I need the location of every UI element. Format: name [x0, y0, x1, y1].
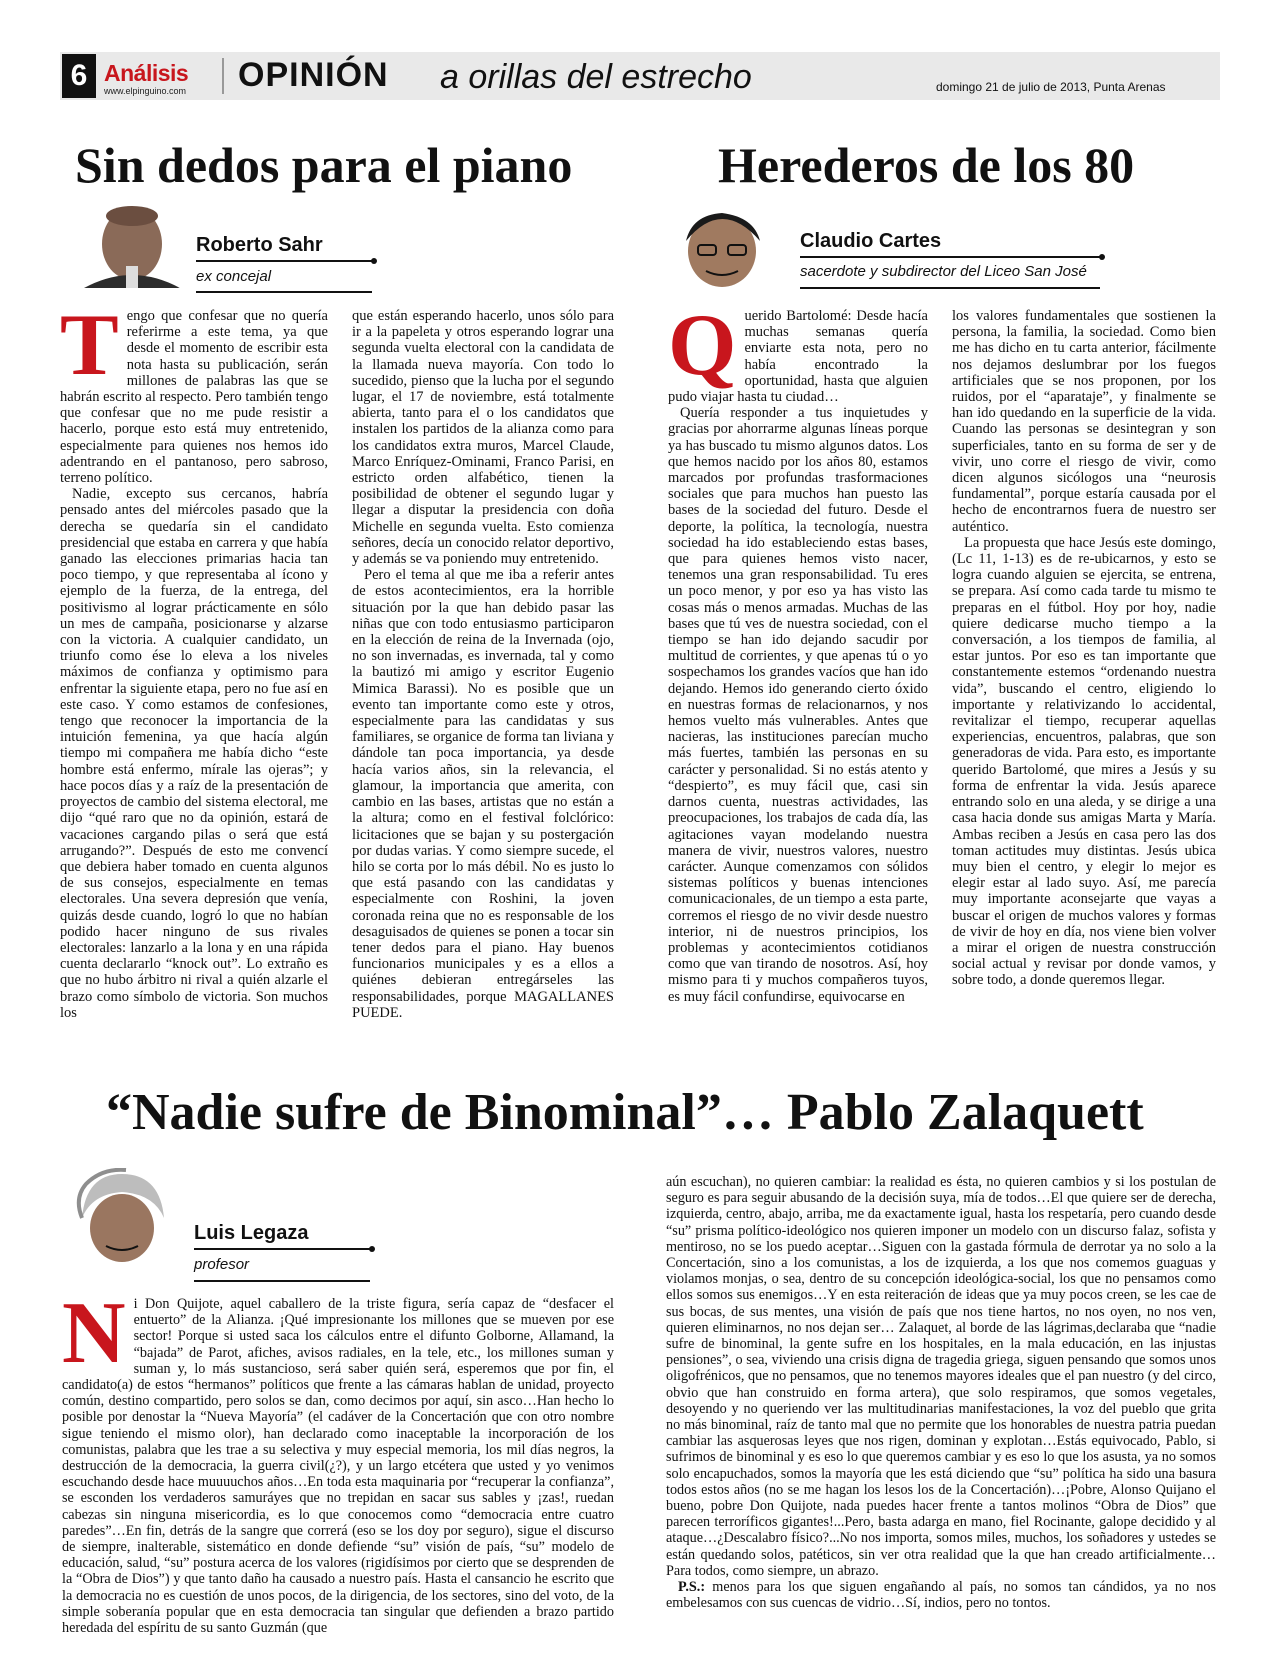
headline-right: Herederos de los 80	[718, 137, 1135, 193]
author-rule-left-2	[196, 291, 372, 293]
postscript-text: menos para los que siguen engañando al país, no somos tan cándidos, ya no nos embelesamos con sus cuencas de vidrio…Sí, indios, pero no tontos.	[666, 1579, 1216, 1612]
article-left-paragraph: Pero el tema al que me iba a referir antes de estos acontecimientos, era la horrible situación por la que han debido pasar las niñas que con todo entusiasmo participaron en la elección de reina de la Invernada (ojo, no son invernadas, es invernada, tal y como la bautizó mi amigo y escritor Eugenio Mimica Barassi). No es posible que un evento tan importante como este y otros, especialmente para las candidatas y sus familiares, se organice de forma tan liviana y dándole tan poca importancia, ya desde hacía varios años, sin la relevancia, el glamour, la importancia que amerita, con cambio en las bases, artistas que no están a la altura; como en el festival folclórico: licitaciones que se bajan y su postergación por dudas varias. Y como siempre sucede, el hilo se corta por lo más débil. No es justo lo que está pasando con las candidatas y especialmente con Roshini, la joven coronada reina que no es responsable de los desaguisados de quienes se ponen a tocar sin tener dedos para el piano. Hay buenos funcionarios municipales y es a ellos a quiénes debieran entregárseles las responsabilidades, porque MAGALLANES PUEDE.	[352, 567, 614, 1021]
article-bottom-column-2	[666, 1174, 1216, 1611]
author-name-left: Roberto Sahr	[196, 234, 323, 256]
article-bottom-paragraph: aún escuchan), no quieren cambiar: la realidad es ésta, no quieren cambios y si los postulan de seguro es para seguir abusando de la decisión suya, mía de todos…El que quiere ser de derecha, izquierda, centro, abajo, arriba, me da exactamente igual, hasta los respetaría, pero cuando desde “su” prisma político-ideológico nos quieren imponer un modelo con un discurso falaz, sofista y mentiroso, no se los puedo aceptar…Siguen con la gastada fórmula de derrotar ya no solo a la Concertación, sino a los comunistas, a los de izquierda, a los que nos comemos guaguas y violamos monjas, o sea, dentro de su concepción ideológica-social, los que no pensamos como ellos somos sus enemigos…Y en esta reiteración de ideas que ya muy pocos creen, se les cae de sus bocas, de sus mentes, una visión de país que nos tiene hartos, no nos oyen, no nos ven, quieren eliminarnos, no nos dejan ser… Zalaquet, al borde de las lágrimas,declaraba que “nadie sufre de binominal, la gente sufre en los hospitales, en la mala educación, en las injustas pensiones”, o sea, viviendo una crisis digna de tragedia griega, siguen pensando que somos unos oligofrénicos, que no pensamos, que no tenemos mayores ideales que el pan nuestro (y del circo, obvio que han construido en forma artera), que solo respiramos, que somos vegetales, desoyendo y no queriendo ver las multitudinarias manifestaciones, la voz del pueblo que grita no más binominal, raíz de tanto mal que no permite que los honorables de nuestra patria puedan cambiar las asquerosas leyes que nos rigen, dominan y explotan…Estás equivocado, Pablo, si sufrimos de binominal y es eso lo que queremos cambiar y es eso lo que los asusta, ya no somos solo encapuchados, somos la mayoría que les está diciendo que “su” política ha sido una basura todos estos años (no se me hagan los lesos los de la Concertación)…¡Pobre, Alonso Quijano el bueno, pobre Don Quijote, nada puedes hacer frente a tantos molinos “Obra de Dios” que parecen terroríficos gigantes!...Pero, basta adarga en mano, fiel Rocinante, galope decidido y al ataque…¿Descalabro físico?...No nos importa, somos miles, muchos, los soñadores y ustedes se están quedando solos, patéticos, sin ver otra realidad que la que han creado artificialmente…Para todos, como siempre, un abrazo.	[666, 1174, 1216, 1579]
author-rule-left	[196, 260, 372, 262]
headline-left: Sin dedos para el piano	[75, 137, 573, 193]
article-left-column-2	[352, 308, 614, 1021]
author-rule-dot-bottom	[369, 1246, 375, 1252]
author-photo-bottom	[66, 1168, 178, 1262]
article-right-paragraph: La propuesta que hace Jesús este domingo, (Lc 11, 1-13) es de re-ubicarnos, y esto se logra cuando alguien se ejercita, se entrena, se prepara. Así como cada tarde tu mismo te preparas en el fútbol. Hoy por hoy, nadie quiere dedicarse mucho tiempo a la conversación, a los tiempos de familia, al estar juntos. Por eso es tan importante que constantemente estemos “ordenando nuestra vida”, buscando el centro, eligiendo lo importante y relativizando lo accidental, revitalizar el tiempo, recuperar aquellas experiencias, encuentros, palabras, que son generadoras de vida. Para esto, es importante querido Bartolomé, que mires a Jesús y su forma de enfrentar la vida. Jesús aparece entrando solo en una aleda, y se dirige a una casa hacia donde sus amigas Marta y María. Ambas reciben a Jesús en casa pero las dos toman actitudes muy distintas. Jesús ubica muy bien el centro, y elegir lo mejor es elegir estar al lado suyo. Así, me parecía muy importante aconsejarte que vayas a buscar el origen de muchos valores y formas de vivir de hoy en día, nos viene bien volver a mirar el origen de nuestra construcción social actual y revisar por donde vamos, y sobre todo, a donde queremos llegar.	[952, 534, 1216, 989]
author-name-bottom: Luis Legaza	[194, 1222, 309, 1244]
section-title: OPINIÓN	[238, 56, 389, 94]
author-rule-right-2	[800, 287, 1100, 289]
author-rule-right	[800, 256, 1100, 258]
postscript-label: P.S.:	[678, 1579, 706, 1596]
section-subtitle: a orillas del estrecho	[440, 58, 752, 96]
author-role-left: ex concejal	[196, 268, 272, 285]
article-left-paragraph: Nadie, excepto sus cercanos, habría pensado antes del miércoles pasado que la derecha se quedaría sin el candidato presidencial que estaba en carrera y que había ganado las elecciones primarias hacia tan poco tiempo, y que representaba al ícono y ejemplo de la fuerza, de la entrega, del positivismo al lograr prácticamente en sólo un mes de campaña, posicionarse y alzarse con la victoria. A cualquier candidato, un triunfo como ése lo eleva a los niveles máximos de confianza y optimismo para enfrentar la siguiente etapa, pero no fue así en este caso. Y como estamos de confesiones, tengo que reconocer la importancia de la intuición femenina, ya que hacía algún tiempo mi compañera me había dicho “este hombre está enfermo, mírale las ojeras”; y hace pocos días y a raíz de la presentación de proyectos de cambio del sistema electoral, me dijo “qué raro que no da opinión, estará de vacaciones cargando pilas o será que está arrugando?”. Después de esto me convencí que debiera haber tomado en cuenta algunos de sus consejos, especialmente en temas electorales. Una severa depresión que venía, quizás desde cuando, logró lo que no habían podido hacer ninguno de sus rivales electorales: lanzarlo a la lona y en una rápida cuenta declararlo “knock out”. Lo extraño es que no hubo árbitro ni rival a quién alzarle el brazo como símbolo de victoria. Son muchos los	[60, 486, 328, 1021]
author-rule-dot-left	[371, 258, 377, 264]
article-left-column-1	[60, 297, 328, 1021]
article-left-paragraph: que están esperando hacerlo, unos sólo para ir a la papeleta y otros esperando lograr una segunda vuelta electoral con la candidata de la llamada nueva mayoría. Con todo lo sucedido, pienso que la lucha por el segundo lugar, el 17 de noviembre, está totalmente abierta, tanto para el o los candidatos que instalen los partidos de la alianza como para los candidatos extra muros, Marcel Claude, Marco Enríquez-Ominami, Franco Parisi, en estricto orden alfabético, tienen la posibilidad de obtener el segundo lugar y llegar a disputar la presidencia con doña Michelle en segunda vuelta. Esto comienza señores, decía un conocido relator deportivo, y además se va poniendo muy entretenido.	[352, 308, 614, 568]
author-rule-bottom	[194, 1248, 370, 1250]
brand-url: www.elpinguino.com	[104, 86, 187, 96]
article-left-paragraph: Tengo que confesar que no quería referirme a este tema, ya que desde el momento de escribir esta nota hasta su publicación, serán millones de palabras las que se habrán escrito al respecto. Pero también tengo que confesar que no me pude resistir a hacerlo, porque esto está muy entretenido, especialmente para quienes nos hemos ido adentrando en el pantanoso, pero sabroso, terreno político.	[60, 297, 328, 487]
article-bottom-paragraph: Ni Don Quijote, aquel caballero de la triste figura, sería capaz de “desfacer el entuerto” de la Alianza. ¡Qué impresionante los millones que se mueven por ese sector! Porque si usted saca los cálculos entre el difunto Golborne, Allamand, la “bajada” de Parot, afiches, avisos radiales, en la tele, etc., los millones suman y suman y, lo más sustancioso, será saber quién será, esperemos que por fin, el candidato(a) de estos “hermanos” políticos que frente a las cámaras hablan de unidad, proyecto común, destino compartido, pero solos se dan, como decimos por aquí, sin asco…Han hecho lo posible por denostar la “Nueva Mayoría” (el cadáver de la Concertación que con otro nombre sigue teniendo el mismo olor), han declarado como inaceptable la incorporación de los comunistas, palabra que les trae a su selectiva y muy especial memoria, los mil días negros, la destrucción de la democracia, la guerra civil(¿?), y un largo etcétera que usted y yo venimos escuchando desde hace muuuuchos años…En toda esta maquinaria por “recuperar la confianza”, se esconden los verdaderos samuráyes que no trepidan en sacar sus sables y ¡zas!, ruedan cabezas sin ninguna misericordia, es lo que conocemos como “democracia entre cuatro paredes”…En fin, detrás de la sangre que correrá (eso se los doy por seguro), sigue el discurso de siempre, inalterable, sistemático en donde defiende “su” visión de país, “su” modelo de educación, salud, “su” postura acerca de los valores (rigidísimos por cierto que se desprenden de la “Obra de Dios”) y que tanto daño ha causado a nuestro país. Hasta el cansancio he escrito que la democracia no es cuestión de unos pocos, de la dirigencia, de los sectores, sino del voto, de la simple soberanía popular que en esta democracia tan singular que defienden a brazo partido heredada del espíritu de su santo Guzmán (que	[62, 1285, 614, 1637]
header-divider	[222, 58, 224, 94]
article-right-column-2	[952, 308, 1216, 989]
author-photo-right	[668, 203, 776, 289]
article-right-paragraph: Quería responder a tus inquietudes y gracias por ahorrarme algunas líneas porque ya has buscado tu mismo algunos datos. Los que hemos nacido por los años 80, estamos marcados por profundas trasformaciones sociales que para muchos han puesto las bases de la sociedad del futuro. Desde el deporte, la política, la tecnología, nuestra sociedad ha ido estableciendo estas bases, que para quienes hemos visto nacer, tenemos una gran responsabilidad. Tu eres un poco menor, y por eso ya has visto las cosas más o menos armadas. Muchas de las bases que tú ves de nuestra sociedad, con el tiempo se han ido dejando sacudir por multitud de corrientes, y que apenas tú o yo sospechamos los grandes vacíos que han ido dejando. Hemos ido generando cierto óxido en nuestras formas de relacionarnos, y nos hemos vuelto más vulnerables. Antes que nacieras, las instituciones parecían mucho más fuertes, también las personas en su carácter y personalidad. Si no estás atento y “despierto”, es muy fácil que, casi sin darnos cuenta, nuestras actividades, las preocupaciones, los trabajos de cada día, las agitaciones vayan modelando nuestra manera de vivir, nuestros valores, nuestro carácter. Aunque comenzamos con sólidos sistemas políticos y buenas intenciones comunicacionales, de un tiempo a esta parte, corremos el riesgo de no vivir desde nuestro interior, ni de nuestros principios, los problemas y acontecimientos cotidianos como que van tirando de nosotros. Así, hoy mismo para ti y muchos compañeros tuyos, es muy fácil confundirse, equivocarse en	[668, 405, 928, 1005]
dateline: domingo 21 de julio de 2013, Punta Arenas	[936, 80, 1166, 94]
author-role-right: sacerdote y subdirector del Liceo San José	[800, 263, 1087, 280]
article-bottom-postscript	[666, 1579, 1216, 1611]
headline-bottom: “Nadie sufre de Binominal”… Pablo Zalaquett	[106, 1084, 1144, 1141]
dropcap-left: T	[60, 297, 119, 394]
article-right-column-1	[668, 297, 928, 1005]
author-rule-bottom-2	[194, 1280, 370, 1282]
author-photo-left	[70, 206, 182, 288]
brand-logo: Análisis	[104, 60, 189, 86]
article-bottom-column-1	[62, 1285, 614, 1637]
article-right-paragraph: los valores fundamentales que sostienen la persona, la familia, la sociedad. Como bien me has dicho en tu carta anterior, fácilmente nos dejamos deslumbrar por los fuegos artificiales que se nos proponen, por los ruidos, por el “aparataje”, y finalmente se han ido quedando en la superficie de la vida. Cuando las personas se desintegran y son superficiales, tanto en su forma de ser y de vivir, uno corre el riesgo de vivir, como dicen algunos sicólogos una “neurosis fundamental”, porque estaría causada por el hecho de encontrarnos fuera de nuestro ser auténtico.	[952, 308, 1216, 535]
dropcap-right: Q	[668, 297, 737, 394]
author-rule-dot-right	[1099, 254, 1105, 260]
author-name-right: Claudio Cartes	[800, 230, 942, 252]
article-right-paragraph: Querido Bartolomé: Desde hacía muchas semanas quería enviarte esta nota, pero no había encontrado la oportunidad, hasta que alguien pudo viajar hasta tu ciudad…	[668, 297, 928, 406]
author-role-bottom: profesor	[194, 1256, 250, 1273]
page-number: 6	[62, 54, 96, 98]
dropcap-bottom: N	[62, 1285, 126, 1382]
